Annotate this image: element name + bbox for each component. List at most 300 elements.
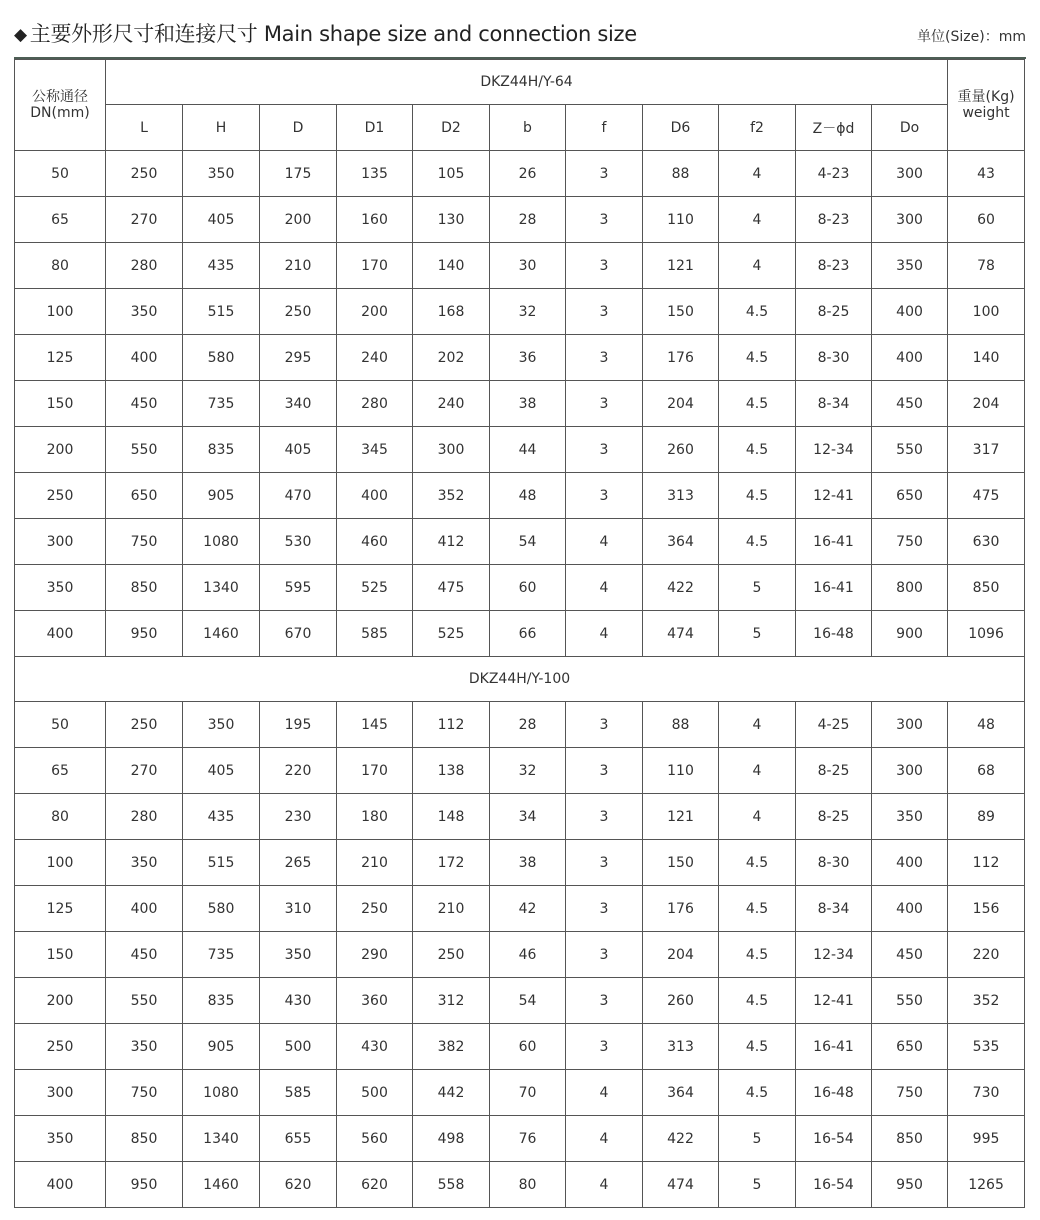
table-cell: 950 <box>106 1162 183 1208</box>
table-cell: 850 <box>106 565 183 611</box>
table-cell: 295 <box>260 335 337 381</box>
table-cell: 950 <box>106 611 183 657</box>
weight-cell: 730 <box>948 1070 1025 1116</box>
weight-cell: 140 <box>948 335 1025 381</box>
table-cell: 300 <box>872 702 948 748</box>
table-cell: 525 <box>413 611 490 657</box>
weight-cell: 89 <box>948 794 1025 840</box>
table-cell: 3 <box>566 151 643 197</box>
table-cell: 1460 <box>183 611 260 657</box>
table-cell: 60 <box>490 565 566 611</box>
table-cell: 8-30 <box>796 840 872 886</box>
column-header: f <box>566 105 643 151</box>
table-cell: 168 <box>413 289 490 335</box>
dn-cell: 65 <box>15 748 106 794</box>
table-cell: 12-34 <box>796 932 872 978</box>
table-cell: 500 <box>260 1024 337 1070</box>
table-cell: 400 <box>106 886 183 932</box>
table-cell: 450 <box>872 381 948 427</box>
table-row <box>15 748 1025 794</box>
table-cell: 290 <box>337 932 413 978</box>
table-row <box>15 978 1025 1024</box>
table-cell: 4.5 <box>719 427 796 473</box>
dn-cell: 100 <box>15 840 106 886</box>
table-cell: 110 <box>643 748 719 794</box>
table-cell: 300 <box>872 151 948 197</box>
table-cell: 28 <box>490 197 566 243</box>
table-cell: 36 <box>490 335 566 381</box>
table-cell: 130 <box>413 197 490 243</box>
table-cell: 350 <box>106 1024 183 1070</box>
table-cell: 400 <box>872 886 948 932</box>
dn-cell: 150 <box>15 932 106 978</box>
table-cell: 3 <box>566 1024 643 1070</box>
table-cell: 350 <box>872 243 948 289</box>
table-cell: 650 <box>872 1024 948 1070</box>
table-cell: 313 <box>643 1024 719 1070</box>
table-cell: 8-23 <box>796 243 872 289</box>
table-cell: 525 <box>337 565 413 611</box>
table-cell: 550 <box>872 978 948 1024</box>
table-cell: 66 <box>490 611 566 657</box>
weight-cell: 1096 <box>948 611 1025 657</box>
table-cell: 3 <box>566 335 643 381</box>
table-cell: 250 <box>260 289 337 335</box>
dn-cell: 50 <box>15 702 106 748</box>
table-cell: 46 <box>490 932 566 978</box>
table-cell: 735 <box>183 381 260 427</box>
table-cell: 360 <box>337 978 413 1024</box>
table-cell: 76 <box>490 1116 566 1162</box>
table-cell: 210 <box>413 886 490 932</box>
table-cell: 200 <box>260 197 337 243</box>
table-row <box>15 1024 1025 1070</box>
table-cell: 4.5 <box>719 978 796 1024</box>
table-cell: 88 <box>643 151 719 197</box>
table-cell: 4 <box>566 611 643 657</box>
table-cell: 364 <box>643 519 719 565</box>
table-cell: 265 <box>260 840 337 886</box>
table-cell: 350 <box>260 932 337 978</box>
dn-header-en: DN(mm) <box>30 105 90 121</box>
table-cell: 8-25 <box>796 748 872 794</box>
table-cell: 750 <box>106 519 183 565</box>
model-group-header: DKZ44H/Y-100 <box>15 657 1025 702</box>
table-cell: 110 <box>643 197 719 243</box>
dn-column-header <box>15 60 106 151</box>
table-cell: 835 <box>183 978 260 1024</box>
weight-cell: 78 <box>948 243 1025 289</box>
table-cell: 4 <box>566 1162 643 1208</box>
table-cell: 135 <box>337 151 413 197</box>
table-cell: 470 <box>260 473 337 519</box>
weight-column-header <box>948 60 1025 151</box>
weight-cell: 204 <box>948 381 1025 427</box>
diamond-bullet-icon: ◆ <box>14 25 27 45</box>
dn-cell: 50 <box>15 151 106 197</box>
weight-cell: 475 <box>948 473 1025 519</box>
table-cell: 1460 <box>183 1162 260 1208</box>
table-cell: 202 <box>413 335 490 381</box>
table-cell: 450 <box>106 932 183 978</box>
table-cell: 8-25 <box>796 289 872 335</box>
table-cell: 4-23 <box>796 151 872 197</box>
table-cell: 8-34 <box>796 381 872 427</box>
table-cell: 620 <box>260 1162 337 1208</box>
table-cell: 16-54 <box>796 1162 872 1208</box>
table-cell: 3 <box>566 978 643 1024</box>
table-cell: 5 <box>719 1162 796 1208</box>
weight-cell: 68 <box>948 748 1025 794</box>
table-cell: 500 <box>337 1070 413 1116</box>
table-cell: 145 <box>337 702 413 748</box>
table-cell: 345 <box>337 427 413 473</box>
table-cell: 515 <box>183 289 260 335</box>
table-cell: 364 <box>643 1070 719 1116</box>
table-cell: 5 <box>719 565 796 611</box>
table-row <box>15 381 1025 427</box>
table-cell: 3 <box>566 427 643 473</box>
table-cell: 400 <box>106 335 183 381</box>
table-cell: 230 <box>260 794 337 840</box>
table-cell: 4 <box>566 565 643 611</box>
table-cell: 435 <box>183 243 260 289</box>
table-cell: 4 <box>719 794 796 840</box>
table-cell: 3 <box>566 794 643 840</box>
table-cell: 240 <box>413 381 490 427</box>
table-row <box>15 702 1025 748</box>
column-header: L <box>106 105 183 151</box>
weight-cell: 112 <box>948 840 1025 886</box>
model-group-row <box>15 657 1025 702</box>
table-cell: 560 <box>337 1116 413 1162</box>
page-title <box>14 18 637 48</box>
table-cell: 16-48 <box>796 611 872 657</box>
table-cell: 350 <box>106 289 183 335</box>
weight-cell: 352 <box>948 978 1025 1024</box>
table-cell: 474 <box>643 611 719 657</box>
table-cell: 112 <box>413 702 490 748</box>
dn-cell: 65 <box>15 197 106 243</box>
table-cell: 558 <box>413 1162 490 1208</box>
table-cell: 4 <box>566 1116 643 1162</box>
table-cell: 140 <box>413 243 490 289</box>
dimension-table <box>14 59 1025 1208</box>
table-row <box>15 243 1025 289</box>
table-cell: 32 <box>490 748 566 794</box>
table-cell: 4 <box>719 702 796 748</box>
table-cell: 475 <box>413 565 490 611</box>
table-cell: 170 <box>337 748 413 794</box>
table-cell: 44 <box>490 427 566 473</box>
table-cell: 750 <box>106 1070 183 1116</box>
table-cell: 105 <box>413 151 490 197</box>
table-cell: 8-30 <box>796 335 872 381</box>
table-cell: 16-48 <box>796 1070 872 1116</box>
table-cell: 12-41 <box>796 978 872 1024</box>
table-cell: 4 <box>719 748 796 794</box>
table-cell: 4 <box>719 197 796 243</box>
table-cell: 260 <box>643 427 719 473</box>
table-cell: 474 <box>643 1162 719 1208</box>
table-cell: 26 <box>490 151 566 197</box>
table-cell: 88 <box>643 702 719 748</box>
table-row <box>15 794 1025 840</box>
table-cell: 16-41 <box>796 519 872 565</box>
table-cell: 835 <box>183 427 260 473</box>
table-cell: 550 <box>106 978 183 1024</box>
column-header: f2 <box>719 105 796 151</box>
table-cell: 5 <box>719 1116 796 1162</box>
table-cell: 3 <box>566 473 643 519</box>
weight-cell: 317 <box>948 427 1025 473</box>
table-cell: 550 <box>106 427 183 473</box>
table-row <box>15 611 1025 657</box>
table-cell: 172 <box>413 840 490 886</box>
weight-cell: 220 <box>948 932 1025 978</box>
table-cell: 3 <box>566 381 643 427</box>
table-cell: 750 <box>872 1070 948 1116</box>
dn-cell: 400 <box>15 611 106 657</box>
table-cell: 905 <box>183 473 260 519</box>
table-cell: 340 <box>260 381 337 427</box>
table-cell: 270 <box>106 748 183 794</box>
table-cell: 38 <box>490 381 566 427</box>
dn-cell: 100 <box>15 289 106 335</box>
table-cell: 3 <box>566 748 643 794</box>
dn-cell: 250 <box>15 1024 106 1070</box>
table-cell: 121 <box>643 794 719 840</box>
dn-cell: 250 <box>15 473 106 519</box>
table-cell: 5 <box>719 611 796 657</box>
column-header: Z－ϕd <box>796 105 872 151</box>
table-cell: 4-25 <box>796 702 872 748</box>
table-cell: 4.5 <box>719 519 796 565</box>
table-cell: 905 <box>183 1024 260 1070</box>
table-cell: 430 <box>260 978 337 1024</box>
table-row <box>15 840 1025 886</box>
table-cell: 30 <box>490 243 566 289</box>
table-cell: 34 <box>490 794 566 840</box>
table-cell: 3 <box>566 197 643 243</box>
table-cell: 138 <box>413 748 490 794</box>
weight-cell: 1265 <box>948 1162 1025 1208</box>
table-row <box>15 1070 1025 1116</box>
table-cell: 950 <box>872 1162 948 1208</box>
table-cell: 4 <box>719 151 796 197</box>
weight-cell: 156 <box>948 886 1025 932</box>
table-cell: 850 <box>872 1116 948 1162</box>
table-cell: 200 <box>337 289 413 335</box>
table-cell: 900 <box>872 611 948 657</box>
table-cell: 585 <box>260 1070 337 1116</box>
table-cell: 4.5 <box>719 1024 796 1070</box>
table-cell: 148 <box>413 794 490 840</box>
table-cell: 1340 <box>183 565 260 611</box>
table-cell: 48 <box>490 473 566 519</box>
table-cell: 250 <box>413 932 490 978</box>
table-cell: 515 <box>183 840 260 886</box>
table-row <box>15 932 1025 978</box>
column-header: Do <box>872 105 948 151</box>
table-cell: 670 <box>260 611 337 657</box>
column-header: H <box>183 105 260 151</box>
table-cell: 650 <box>872 473 948 519</box>
dn-cell: 400 <box>15 1162 106 1208</box>
table-cell: 170 <box>337 243 413 289</box>
table-cell: 620 <box>337 1162 413 1208</box>
dn-cell: 150 <box>15 381 106 427</box>
table-cell: 3 <box>566 702 643 748</box>
table-cell: 160 <box>337 197 413 243</box>
table-row <box>15 335 1025 381</box>
table-cell: 4.5 <box>719 1070 796 1116</box>
table-cell: 650 <box>106 473 183 519</box>
table-cell: 270 <box>106 197 183 243</box>
table-row <box>15 565 1025 611</box>
table-cell: 32 <box>490 289 566 335</box>
table-cell: 70 <box>490 1070 566 1116</box>
dn-cell: 200 <box>15 427 106 473</box>
table-cell: 176 <box>643 335 719 381</box>
table-cell: 12-34 <box>796 427 872 473</box>
table-cell: 3 <box>566 886 643 932</box>
table-row <box>15 289 1025 335</box>
weight-cell: 535 <box>948 1024 1025 1070</box>
column-header: D <box>260 105 337 151</box>
weight-cell: 100 <box>948 289 1025 335</box>
table-cell: 38 <box>490 840 566 886</box>
table-cell: 195 <box>260 702 337 748</box>
title-text: 主要外形尺寸和连接尺寸 Main shape size and connection size <box>29 22 637 46</box>
table-cell: 4.5 <box>719 840 796 886</box>
table-cell: 412 <box>413 519 490 565</box>
table-cell: 54 <box>490 978 566 1024</box>
table-cell: 312 <box>413 978 490 1024</box>
table-cell: 28 <box>490 702 566 748</box>
table-row <box>15 519 1025 565</box>
table-cell: 8-25 <box>796 794 872 840</box>
table-cell: 310 <box>260 886 337 932</box>
table-cell: 400 <box>337 473 413 519</box>
table-cell: 800 <box>872 565 948 611</box>
table-cell: 405 <box>183 197 260 243</box>
table-cell: 750 <box>872 519 948 565</box>
table-cell: 260 <box>643 978 719 1024</box>
table-cell: 240 <box>337 335 413 381</box>
table-cell: 16-41 <box>796 565 872 611</box>
dn-cell: 300 <box>15 1070 106 1116</box>
table-cell: 280 <box>106 794 183 840</box>
weight-cell: 850 <box>948 565 1025 611</box>
table-cell: 350 <box>183 702 260 748</box>
dn-cell: 125 <box>15 335 106 381</box>
table-cell: 352 <box>413 473 490 519</box>
table-cell: 204 <box>643 381 719 427</box>
weight-header-en: weight <box>962 105 1010 121</box>
column-header: D1 <box>337 105 413 151</box>
table-cell: 422 <box>643 1116 719 1162</box>
weight-cell: 48 <box>948 702 1025 748</box>
table-cell: 350 <box>106 840 183 886</box>
table-row <box>15 151 1025 197</box>
table-cell: 735 <box>183 932 260 978</box>
table-cell: 250 <box>106 151 183 197</box>
table-cell: 175 <box>260 151 337 197</box>
table-cell: 42 <box>490 886 566 932</box>
table-cell: 250 <box>337 886 413 932</box>
table-cell: 150 <box>643 840 719 886</box>
column-header-row <box>15 105 1025 151</box>
table-cell: 405 <box>183 748 260 794</box>
table-cell: 850 <box>106 1116 183 1162</box>
dn-cell: 350 <box>15 1116 106 1162</box>
table-body <box>15 60 1025 1208</box>
weight-cell: 60 <box>948 197 1025 243</box>
dn-cell: 350 <box>15 565 106 611</box>
dn-cell: 80 <box>15 794 106 840</box>
table-cell: 54 <box>490 519 566 565</box>
weight-cell: 630 <box>948 519 1025 565</box>
table-row <box>15 1116 1025 1162</box>
table-cell: 60 <box>490 1024 566 1070</box>
table-cell: 4 <box>566 1070 643 1116</box>
table-cell: 8-34 <box>796 886 872 932</box>
table-row <box>15 473 1025 519</box>
table-cell: 180 <box>337 794 413 840</box>
table-cell: 435 <box>183 794 260 840</box>
table-cell: 3 <box>566 840 643 886</box>
table-cell: 3 <box>566 932 643 978</box>
table-cell: 80 <box>490 1162 566 1208</box>
table-cell: 12-41 <box>796 473 872 519</box>
table-cell: 4.5 <box>719 932 796 978</box>
table-row <box>15 1162 1025 1208</box>
dn-cell: 125 <box>15 886 106 932</box>
table-cell: 210 <box>260 243 337 289</box>
dn-header-cn: 公称通径 <box>32 89 88 105</box>
table-cell: 4.5 <box>719 886 796 932</box>
table-cell: 3 <box>566 289 643 335</box>
table-cell: 655 <box>260 1116 337 1162</box>
table-cell: 530 <box>260 519 337 565</box>
table-cell: 405 <box>260 427 337 473</box>
table-cell: 580 <box>183 335 260 381</box>
weight-header-cn: 重量(Kg) <box>957 89 1015 105</box>
column-header: b <box>490 105 566 151</box>
table-cell: 400 <box>872 335 948 381</box>
table-cell: 300 <box>872 197 948 243</box>
table-row <box>15 427 1025 473</box>
table-cell: 382 <box>413 1024 490 1070</box>
table-cell: 442 <box>413 1070 490 1116</box>
table-cell: 16-41 <box>796 1024 872 1070</box>
table-cell: 204 <box>643 932 719 978</box>
table-cell: 3 <box>566 243 643 289</box>
table-cell: 422 <box>643 565 719 611</box>
table-cell: 4 <box>566 519 643 565</box>
table-cell: 550 <box>872 427 948 473</box>
dn-cell: 200 <box>15 978 106 1024</box>
table-cell: 450 <box>106 381 183 427</box>
table-cell: 4.5 <box>719 381 796 427</box>
table-cell: 400 <box>872 289 948 335</box>
table-row <box>15 886 1025 932</box>
table-cell: 4.5 <box>719 473 796 519</box>
table-cell: 430 <box>337 1024 413 1070</box>
table-cell: 220 <box>260 748 337 794</box>
table-cell: 176 <box>643 886 719 932</box>
